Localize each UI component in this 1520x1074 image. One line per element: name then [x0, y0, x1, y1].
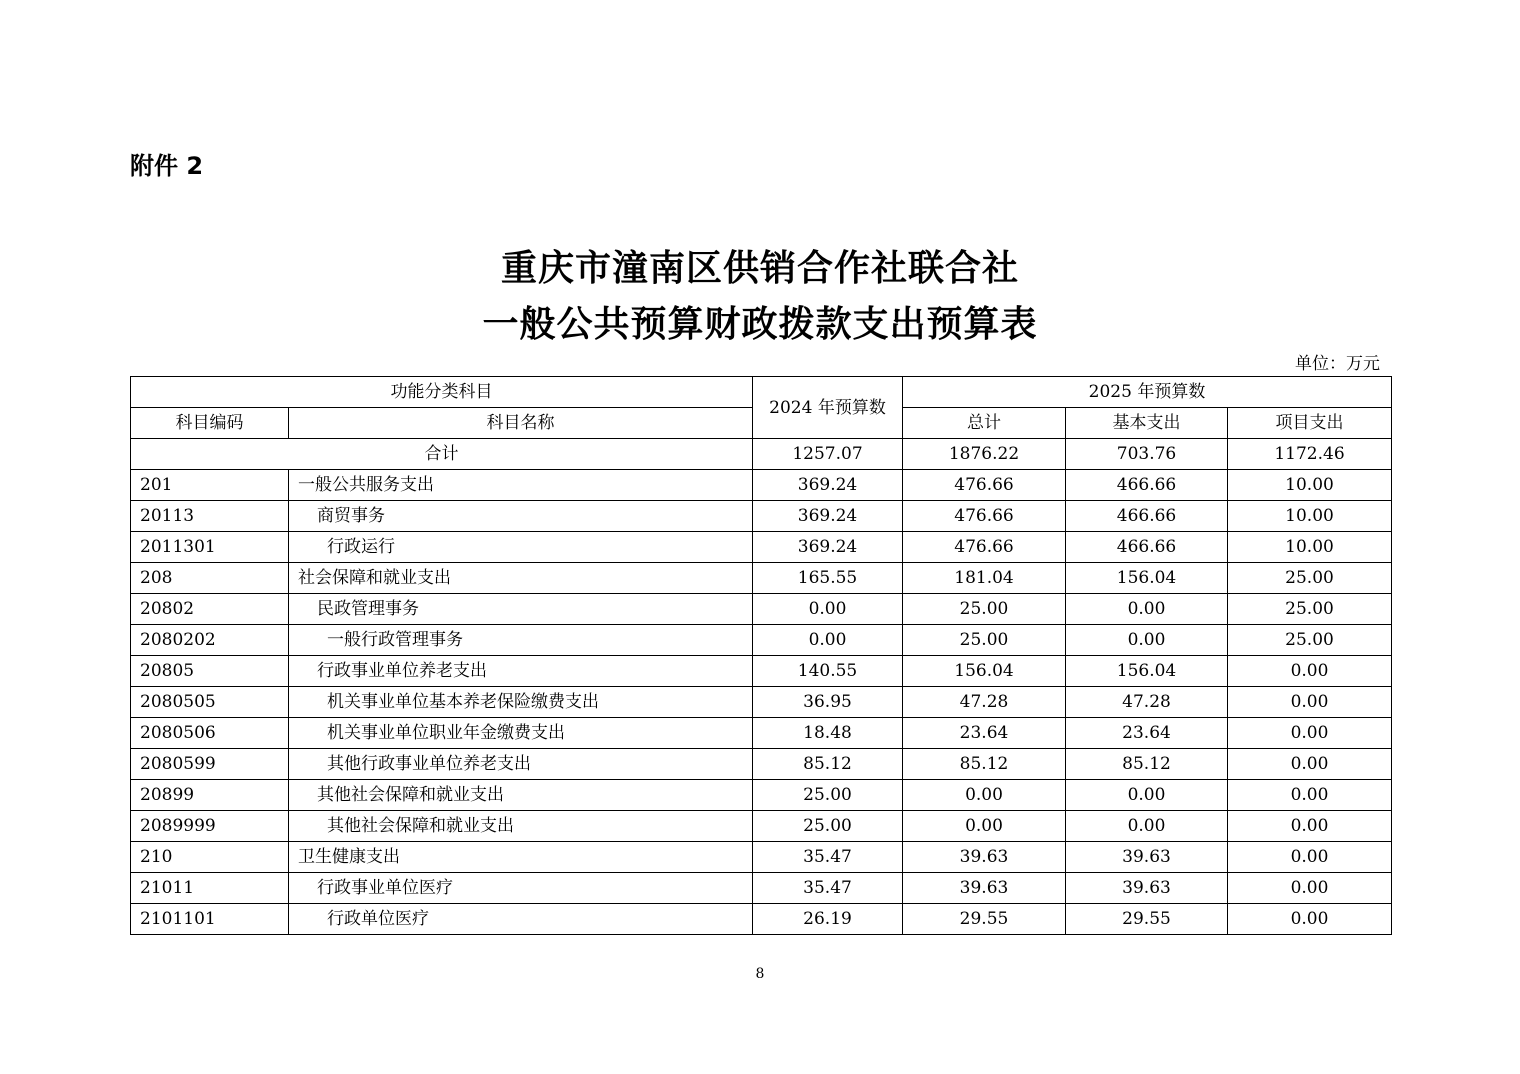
row-basic: 85.12 [1066, 749, 1228, 780]
row-code: 208 [131, 563, 289, 594]
row-project: 25.00 [1228, 625, 1392, 656]
row-name: 其他社会保障和就业支出 [289, 780, 753, 811]
row-code: 2080202 [131, 625, 289, 656]
row-project: 25.00 [1228, 594, 1392, 625]
row-basic: 466.66 [1066, 501, 1228, 532]
row-name: 商贸事务 [289, 501, 753, 532]
table-row [131, 842, 1392, 873]
row-basic: 466.66 [1066, 470, 1228, 501]
document-title-line2: 一般公共预算财政拨款支出预算表 [482, 303, 1038, 345]
page-number: 8 [755, 966, 765, 982]
table-row [131, 718, 1392, 749]
row-b2024: 85.12 [753, 749, 903, 780]
row-name: 行政事业单位医疗 [289, 873, 753, 904]
row-code: 2011301 [131, 532, 289, 563]
row-code: 20802 [131, 594, 289, 625]
table-row [131, 780, 1392, 811]
row-code: 2080506 [131, 718, 289, 749]
row-b2024: 25.00 [753, 780, 903, 811]
total-row [131, 439, 1392, 470]
row-b2024: 0.00 [753, 625, 903, 656]
row-b2024: 25.00 [753, 811, 903, 842]
row-b2024: 18.48 [753, 718, 903, 749]
total-total: 1876.22 [903, 439, 1066, 470]
row-basic: 47.28 [1066, 687, 1228, 718]
row-b2024: 0.00 [753, 594, 903, 625]
row-project: 0.00 [1228, 687, 1392, 718]
row-name: 其他行政事业单位养老支出 [289, 749, 753, 780]
table-row [131, 501, 1392, 532]
row-code: 210 [131, 842, 289, 873]
header-budget-2025: 2025 年预算数 [903, 377, 1392, 408]
row-basic: 0.00 [1066, 625, 1228, 656]
header-total: 总计 [903, 408, 1066, 439]
row-project: 0.00 [1228, 656, 1392, 687]
row-basic: 29.55 [1066, 904, 1228, 935]
row-total: 47.28 [903, 687, 1066, 718]
row-total: 156.04 [903, 656, 1066, 687]
row-total: 476.66 [903, 501, 1066, 532]
header-budget-2024: 2024 年预算数 [753, 377, 903, 439]
header-code: 科目编码 [131, 408, 289, 439]
row-total: 0.00 [903, 780, 1066, 811]
row-project: 10.00 [1228, 501, 1392, 532]
row-b2024: 26.19 [753, 904, 903, 935]
row-code: 2080505 [131, 687, 289, 718]
row-project: 0.00 [1228, 842, 1392, 873]
row-name: 卫生健康支出 [289, 842, 753, 873]
row-total: 29.55 [903, 904, 1066, 935]
row-basic: 0.00 [1066, 811, 1228, 842]
row-b2024: 35.47 [753, 873, 903, 904]
row-code: 20899 [131, 780, 289, 811]
header-row-1 [131, 377, 1392, 408]
table-row [131, 563, 1392, 594]
header-project: 项目支出 [1228, 408, 1392, 439]
row-code: 2080599 [131, 749, 289, 780]
row-name: 机关事业单位职业年金缴费支出 [289, 718, 753, 749]
unit-label: 单位：万元 [1295, 354, 1380, 374]
row-code: 2089999 [131, 811, 289, 842]
row-project: 0.00 [1228, 904, 1392, 935]
table-row [131, 594, 1392, 625]
row-name: 其他社会保障和就业支出 [289, 811, 753, 842]
row-basic: 23.64 [1066, 718, 1228, 749]
row-code: 21011 [131, 873, 289, 904]
row-total: 476.66 [903, 470, 1066, 501]
attachment-label: 附件 2 [130, 152, 204, 180]
total-basic: 703.76 [1066, 439, 1228, 470]
header-name: 科目名称 [289, 408, 753, 439]
table-row [131, 873, 1392, 904]
row-project: 10.00 [1228, 470, 1392, 501]
row-total: 181.04 [903, 563, 1066, 594]
table-row [131, 687, 1392, 718]
header-func-class: 功能分类科目 [131, 377, 753, 408]
row-basic: 0.00 [1066, 594, 1228, 625]
row-name: 行政运行 [289, 532, 753, 563]
row-name: 一般公共服务支出 [289, 470, 753, 501]
row-basic: 39.63 [1066, 842, 1228, 873]
row-b2024: 36.95 [753, 687, 903, 718]
budget-table [130, 376, 1392, 935]
row-b2024: 140.55 [753, 656, 903, 687]
row-basic: 466.66 [1066, 532, 1228, 563]
table-row [131, 470, 1392, 501]
row-basic: 156.04 [1066, 656, 1228, 687]
document-title-line1: 重庆市潼南区供销合作社联合社 [500, 247, 1019, 289]
row-b2024: 369.24 [753, 501, 903, 532]
table-row [131, 749, 1392, 780]
row-project: 0.00 [1228, 780, 1392, 811]
total-b2024: 1257.07 [753, 439, 903, 470]
table-row [131, 625, 1392, 656]
row-project: 0.00 [1228, 718, 1392, 749]
row-name: 社会保障和就业支出 [289, 563, 753, 594]
row-total: 39.63 [903, 842, 1066, 873]
row-name: 一般行政管理事务 [289, 625, 753, 656]
table-row [131, 656, 1392, 687]
row-total: 25.00 [903, 625, 1066, 656]
header-basic: 基本支出 [1066, 408, 1228, 439]
row-project: 0.00 [1228, 811, 1392, 842]
row-code: 20805 [131, 656, 289, 687]
table-row [131, 904, 1392, 935]
row-code: 201 [131, 470, 289, 501]
row-total: 23.64 [903, 718, 1066, 749]
row-project: 10.00 [1228, 532, 1392, 563]
row-code: 2101101 [131, 904, 289, 935]
row-total: 39.63 [903, 873, 1066, 904]
row-total: 476.66 [903, 532, 1066, 563]
row-b2024: 35.47 [753, 842, 903, 873]
row-code: 20113 [131, 501, 289, 532]
total-project: 1172.46 [1228, 439, 1392, 470]
row-total: 25.00 [903, 594, 1066, 625]
table-row [131, 532, 1392, 563]
row-name: 民政管理事务 [289, 594, 753, 625]
row-name: 行政事业单位养老支出 [289, 656, 753, 687]
row-total: 85.12 [903, 749, 1066, 780]
row-b2024: 369.24 [753, 470, 903, 501]
row-b2024: 165.55 [753, 563, 903, 594]
row-project: 25.00 [1228, 563, 1392, 594]
row-b2024: 369.24 [753, 532, 903, 563]
row-total: 0.00 [903, 811, 1066, 842]
row-project: 0.00 [1228, 749, 1392, 780]
row-name: 机关事业单位基本养老保险缴费支出 [289, 687, 753, 718]
row-basic: 39.63 [1066, 873, 1228, 904]
table-row [131, 811, 1392, 842]
row-name: 行政单位医疗 [289, 904, 753, 935]
total-label: 合计 [131, 439, 753, 470]
row-basic: 0.00 [1066, 780, 1228, 811]
row-project: 0.00 [1228, 873, 1392, 904]
row-basic: 156.04 [1066, 563, 1228, 594]
